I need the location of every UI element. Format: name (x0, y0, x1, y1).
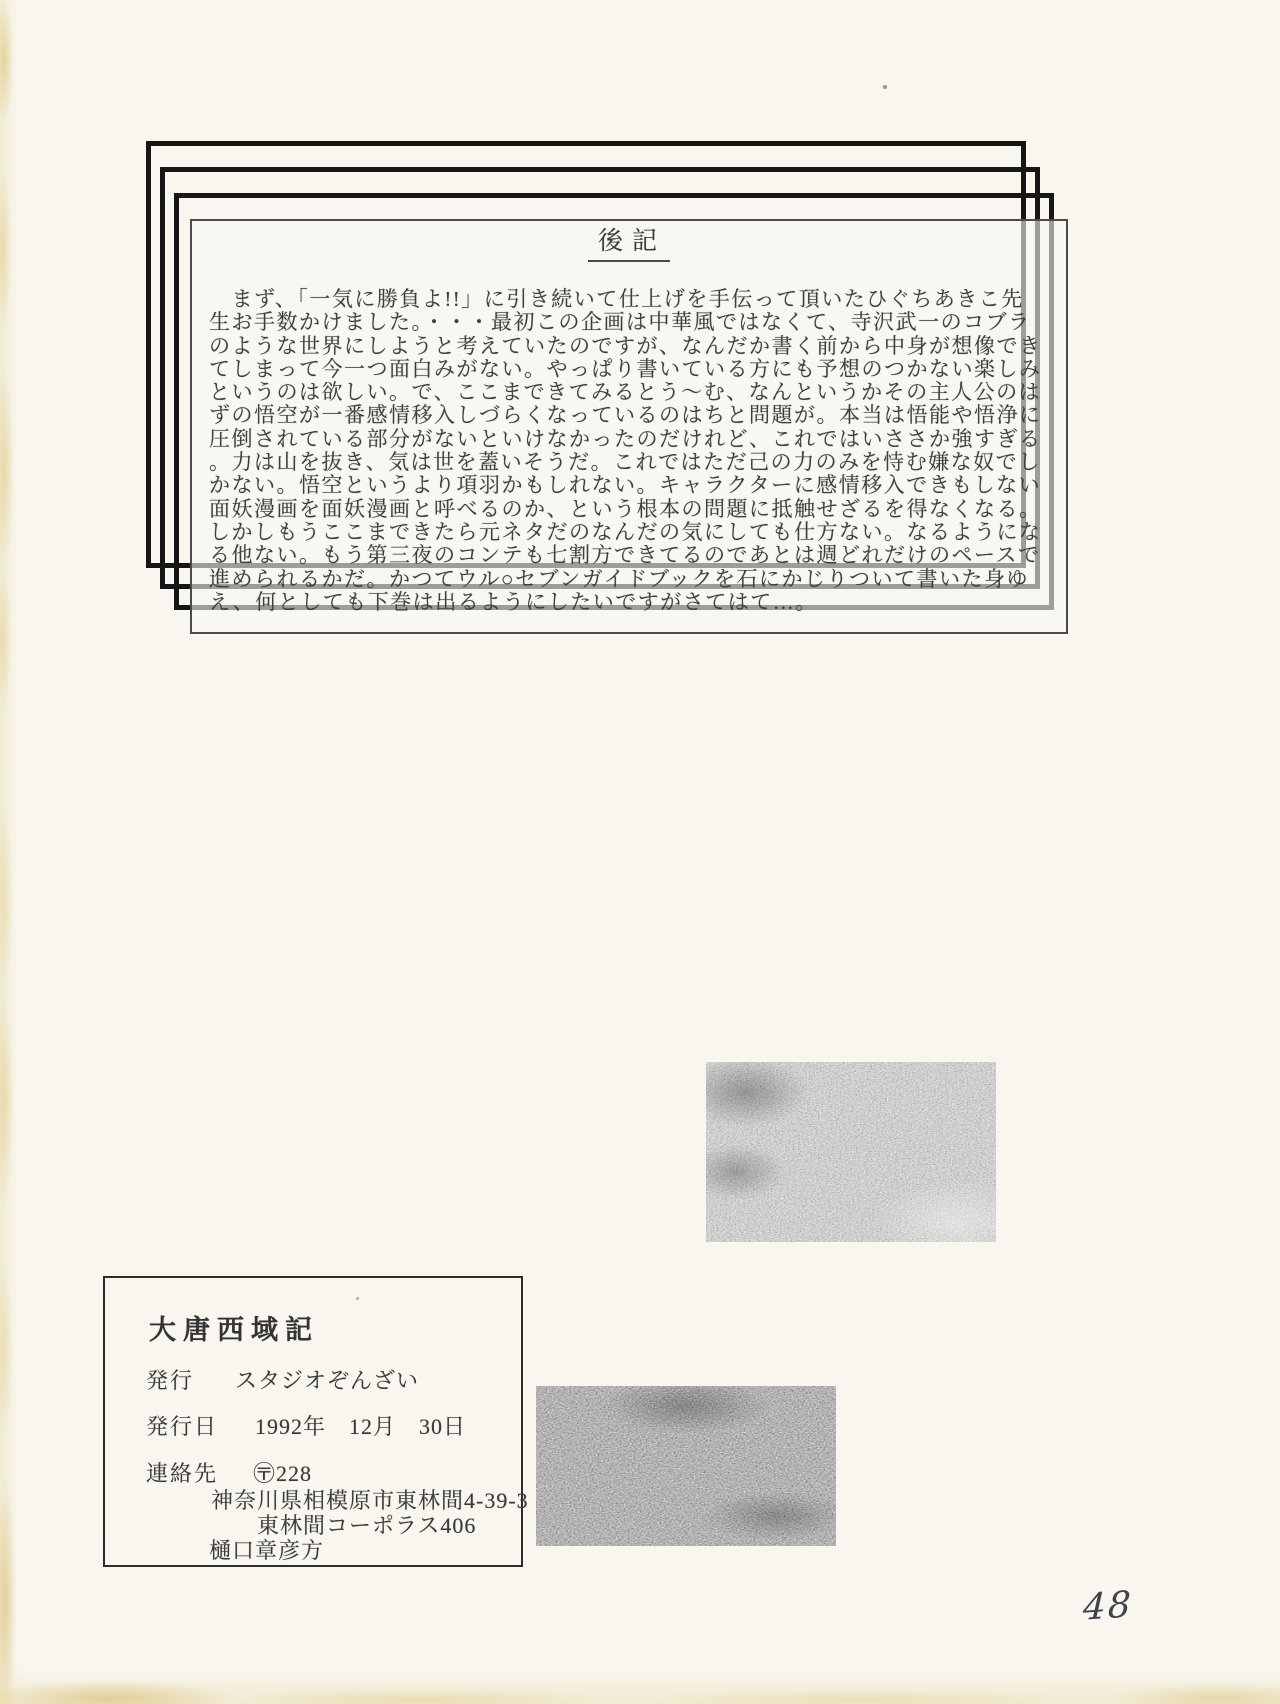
scan-edge-stain-bottom (0, 1636, 1280, 1704)
afterword-line: え、何としても下巻は出るようにしたいですがさてはて…。 (209, 589, 818, 614)
scan-edge-stain-left (0, 0, 26, 1704)
afterword-line: というのは欲しい。で、ここまできてみるとう〜む、なんというかその主人公のは (209, 380, 1042, 405)
afterword-line: しかしもうここまできたら元ネタだのなんだの気にしても仕方ない。なるようにな (209, 519, 1042, 544)
handwritten-page-number: 48 (1082, 1584, 1134, 1629)
afterword-line: る他ない。もう第三夜のコンテも七割方できてるのであとは週どれだけのペースで (209, 543, 1041, 568)
address-line-1: 神奈川県相模原市東林間4-39-3 (211, 1488, 529, 1513)
afterword-title: 後記 (588, 227, 670, 262)
contact-label: 連絡先 (146, 1461, 219, 1486)
publisher-value: スタジオぞんざい (235, 1368, 420, 1393)
postal-code: 〶228 (253, 1461, 313, 1486)
address-line-2: 東林間コーポラス406 (257, 1513, 477, 1538)
afterword-line: 進められるかだ。かつてウル○セブンガイドブックを石にかじりついて書いた身ゆ (209, 566, 1029, 591)
afterword-box (190, 219, 1068, 634)
publisher-label: 発行 (146, 1368, 195, 1393)
afterword-line: 生お手数かけました。・・・最初この企画は中華風ではなくて、寺沢武一のコブラ (209, 310, 1031, 335)
afterword-line: ずの悟空が一番感情移入しづらくなっているのはちと問題が。本当は悟能や悟浄に (209, 403, 1042, 428)
afterword-line: 。力は山を抜き、気は世を蓋いそうだ。これではただ己の力のみを恃む嫌な奴でし (209, 450, 1041, 475)
afterword-line: かない。悟空というより項羽かもしれない。キャラクターに感情移入できもしない (209, 473, 1042, 498)
afterword-body (209, 288, 1049, 614)
publish-date-value: 1992年 12月 30日 (255, 1414, 467, 1439)
afterword-line: まず、「一気に勝負よ!!」に引き続いて仕上げを手伝って頂いたひぐちあきこ先 (209, 287, 1024, 311)
afterword-line: 面妖漫画を面妖漫画と呼べるのか、という根本の問題に抵触せざるを得なくなる。 (209, 496, 1042, 521)
afterword-line: てしまって今一つ面白みがない。やっぱり書いている方にも予想のつかない楽しみ (209, 356, 1042, 381)
scan-speck (883, 85, 887, 89)
address-line-3: 樋口章彦方 (209, 1538, 325, 1563)
publish-date-label: 発行日 (146, 1414, 219, 1439)
afterword-line: のような世界にしようと考えていたのですが、なんだか書く前から中身が想像でき (209, 333, 1042, 358)
afterword-line: 圧倒されている部分がないといけなかったのだけれど、これではいささか強すぎる (209, 426, 1042, 451)
halftone-noise-photo-1 (706, 1062, 996, 1242)
halftone-noise-photo-2 (536, 1386, 836, 1546)
colophon-title: 大唐西域記 (149, 1315, 319, 1345)
colophon-box (103, 1276, 529, 1567)
